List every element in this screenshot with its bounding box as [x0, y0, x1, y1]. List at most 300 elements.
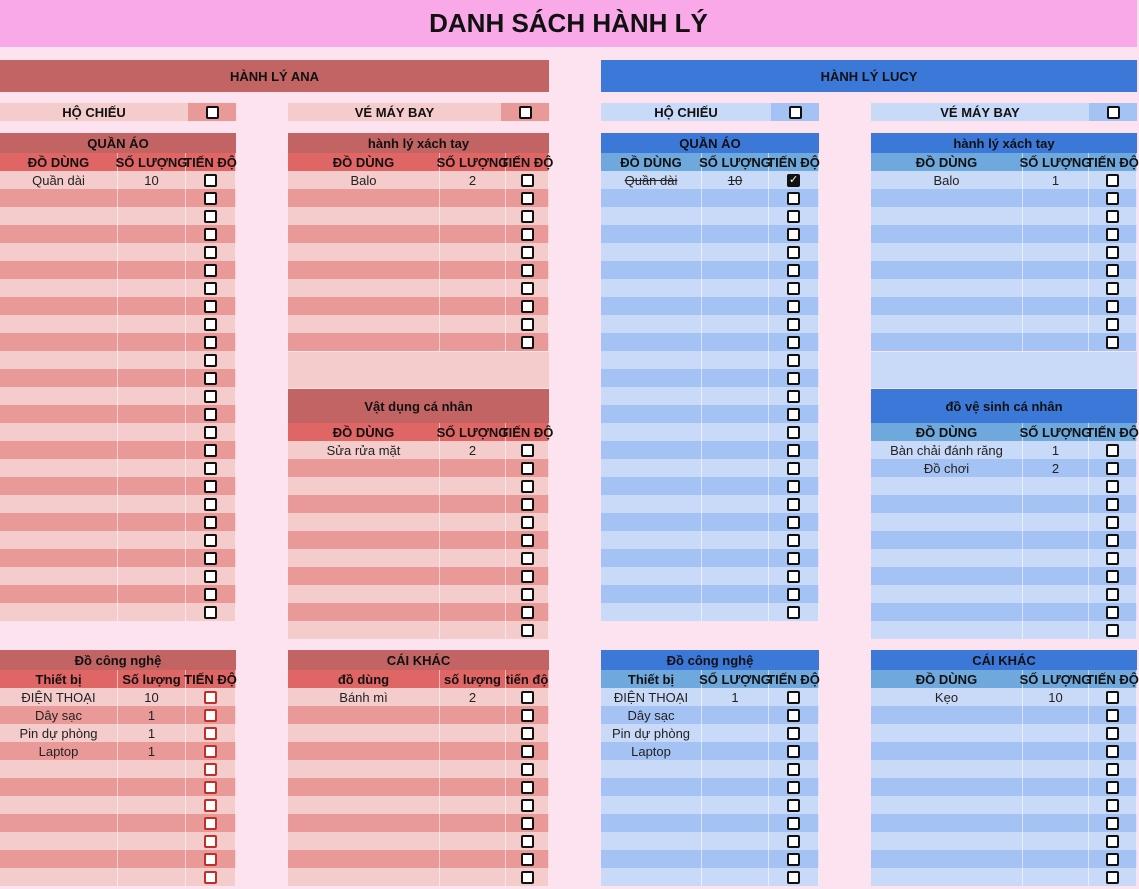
item-cell[interactable]: Laptop: [0, 742, 118, 760]
progress-cell[interactable]: [506, 868, 549, 886]
item-cell[interactable]: [0, 315, 118, 333]
progress-checkbox[interactable]: [1106, 246, 1119, 259]
progress-cell[interactable]: [506, 724, 549, 742]
qty-cell[interactable]: 2: [440, 441, 506, 459]
progress-checkbox[interactable]: [1106, 853, 1119, 866]
qty-cell[interactable]: 1: [702, 688, 769, 706]
progress-checkbox[interactable]: [204, 552, 217, 565]
progress-checkbox[interactable]: [787, 444, 800, 457]
qty-cell[interactable]: [702, 549, 769, 567]
progress-cell[interactable]: [769, 796, 819, 814]
progress-cell[interactable]: [769, 742, 819, 760]
progress-cell[interactable]: [769, 549, 819, 567]
item-cell[interactable]: [288, 724, 440, 742]
item-cell[interactable]: [871, 724, 1023, 742]
progress-checkbox[interactable]: [521, 727, 534, 740]
progress-cell[interactable]: [186, 868, 236, 886]
progress-cell[interactable]: [506, 567, 549, 585]
item-cell[interactable]: [288, 868, 440, 886]
item-cell[interactable]: [288, 531, 440, 549]
item-cell[interactable]: [288, 778, 440, 796]
item-cell[interactable]: [871, 261, 1023, 279]
qty-cell[interactable]: [118, 868, 186, 886]
progress-checkbox[interactable]: [204, 408, 217, 421]
qty-cell[interactable]: [702, 297, 769, 315]
lucy-ticket-checkbox[interactable]: [1107, 106, 1120, 119]
qty-cell[interactable]: [440, 706, 506, 724]
item-cell[interactable]: [288, 850, 440, 868]
progress-checkbox[interactable]: [521, 835, 534, 848]
progress-checkbox[interactable]: [1106, 282, 1119, 295]
progress-cell[interactable]: [1089, 333, 1137, 351]
progress-cell[interactable]: [186, 459, 236, 477]
item-cell[interactable]: [601, 567, 702, 585]
item-cell[interactable]: [601, 796, 702, 814]
item-cell[interactable]: [601, 423, 702, 441]
qty-cell[interactable]: [118, 315, 186, 333]
qty-cell[interactable]: [440, 868, 506, 886]
progress-cell[interactable]: [769, 243, 819, 261]
progress-cell[interactable]: [506, 832, 549, 850]
progress-cell[interactable]: [506, 459, 549, 477]
progress-cell[interactable]: [1089, 850, 1137, 868]
progress-cell[interactable]: [1089, 585, 1137, 603]
progress-cell[interactable]: [1089, 279, 1137, 297]
progress-cell[interactable]: [506, 742, 549, 760]
progress-checkbox[interactable]: [204, 390, 217, 403]
progress-checkbox[interactable]: [1106, 498, 1119, 511]
item-cell[interactable]: [0, 549, 118, 567]
progress-checkbox[interactable]: [521, 318, 534, 331]
qty-cell[interactable]: [118, 832, 186, 850]
progress-checkbox[interactable]: [787, 727, 800, 740]
progress-cell[interactable]: [769, 724, 819, 742]
progress-cell[interactable]: [186, 706, 236, 724]
qty-cell[interactable]: [702, 225, 769, 243]
progress-cell[interactable]: [1089, 207, 1137, 225]
item-cell[interactable]: [0, 567, 118, 585]
item-cell[interactable]: [871, 297, 1023, 315]
ana-passport-checkbox-cell[interactable]: [188, 103, 236, 121]
progress-cell[interactable]: [769, 706, 819, 724]
qty-cell[interactable]: 2: [1023, 459, 1089, 477]
item-cell[interactable]: [0, 850, 118, 868]
item-cell[interactable]: [0, 333, 118, 351]
qty-cell[interactable]: [1023, 333, 1089, 351]
qty-cell[interactable]: [118, 814, 186, 832]
progress-checkbox[interactable]: [204, 372, 217, 385]
item-cell[interactable]: [0, 868, 118, 886]
progress-checkbox[interactable]: [204, 498, 217, 511]
item-cell[interactable]: [601, 549, 702, 567]
progress-checkbox[interactable]: [1106, 727, 1119, 740]
qty-cell[interactable]: [118, 567, 186, 585]
progress-checkbox[interactable]: [787, 763, 800, 776]
progress-cell[interactable]: [1089, 778, 1137, 796]
qty-cell[interactable]: [440, 567, 506, 585]
progress-cell[interactable]: [506, 297, 549, 315]
progress-cell[interactable]: [1089, 225, 1137, 243]
progress-checkbox[interactable]: [787, 480, 800, 493]
qty-cell[interactable]: [440, 850, 506, 868]
qty-cell[interactable]: [118, 261, 186, 279]
progress-checkbox[interactable]: [787, 534, 800, 547]
progress-checkbox[interactable]: [204, 817, 217, 830]
progress-checkbox[interactable]: [204, 192, 217, 205]
qty-cell[interactable]: [118, 796, 186, 814]
progress-checkbox[interactable]: [787, 709, 800, 722]
progress-cell[interactable]: [506, 477, 549, 495]
progress-cell[interactable]: [1089, 688, 1137, 706]
progress-cell[interactable]: [506, 441, 549, 459]
progress-checkbox[interactable]: [521, 853, 534, 866]
progress-cell[interactable]: [186, 351, 236, 369]
qty-cell[interactable]: [1023, 189, 1089, 207]
qty-cell[interactable]: [1023, 832, 1089, 850]
progress-cell[interactable]: [186, 814, 236, 832]
qty-cell[interactable]: [440, 243, 506, 261]
progress-checkbox[interactable]: [521, 462, 534, 475]
progress-checkbox[interactable]: [521, 210, 534, 223]
progress-cell[interactable]: [1089, 814, 1137, 832]
progress-checkbox[interactable]: [204, 246, 217, 259]
progress-checkbox[interactable]: [521, 264, 534, 277]
progress-cell[interactable]: [769, 760, 819, 778]
qty-cell[interactable]: [702, 423, 769, 441]
lucy-ticket-checkbox-cell[interactable]: [1089, 103, 1137, 121]
progress-checkbox[interactable]: [521, 606, 534, 619]
qty-cell[interactable]: [1023, 315, 1089, 333]
qty-cell[interactable]: [440, 832, 506, 850]
qty-cell[interactable]: [702, 477, 769, 495]
item-cell[interactable]: [601, 850, 702, 868]
progress-cell[interactable]: [506, 688, 549, 706]
progress-cell[interactable]: [186, 549, 236, 567]
item-cell[interactable]: [0, 832, 118, 850]
progress-checkbox[interactable]: [204, 871, 217, 884]
item-cell[interactable]: Laptop: [601, 742, 702, 760]
item-cell[interactable]: [288, 603, 440, 621]
progress-checkbox[interactable]: [1106, 799, 1119, 812]
qty-cell[interactable]: [440, 549, 506, 567]
progress-checkbox[interactable]: [787, 498, 800, 511]
progress-checkbox[interactable]: [521, 336, 534, 349]
progress-cell[interactable]: [506, 796, 549, 814]
progress-cell[interactable]: [769, 207, 819, 225]
item-cell[interactable]: [0, 297, 118, 315]
progress-checkbox[interactable]: [204, 799, 217, 812]
item-cell[interactable]: [0, 207, 118, 225]
progress-checkbox[interactable]: [521, 300, 534, 313]
progress-checkbox[interactable]: [1106, 174, 1119, 187]
item-cell[interactable]: [601, 513, 702, 531]
progress-checkbox[interactable]: [787, 372, 800, 385]
qty-cell[interactable]: 10: [702, 171, 769, 189]
qty-cell[interactable]: [702, 333, 769, 351]
item-cell[interactable]: [871, 868, 1023, 886]
progress-checkbox[interactable]: [204, 691, 217, 704]
progress-checkbox[interactable]: [787, 210, 800, 223]
qty-cell[interactable]: 2: [440, 171, 506, 189]
qty-cell[interactable]: [702, 796, 769, 814]
progress-cell[interactable]: [506, 850, 549, 868]
item-cell[interactable]: [288, 189, 440, 207]
progress-checkbox[interactable]: [1106, 480, 1119, 493]
progress-cell[interactable]: [506, 603, 549, 621]
qty-cell[interactable]: [1023, 531, 1089, 549]
progress-checkbox[interactable]: [204, 426, 217, 439]
item-cell[interactable]: [0, 603, 118, 621]
progress-cell[interactable]: [769, 531, 819, 549]
progress-cell[interactable]: [1089, 261, 1137, 279]
progress-checkbox[interactable]: [787, 552, 800, 565]
item-cell[interactable]: [601, 778, 702, 796]
progress-checkbox[interactable]: [204, 570, 217, 583]
item-cell[interactable]: [601, 189, 702, 207]
progress-cell[interactable]: [1089, 315, 1137, 333]
item-cell[interactable]: [288, 279, 440, 297]
progress-cell[interactable]: [186, 441, 236, 459]
progress-checkbox[interactable]: [1106, 210, 1119, 223]
qty-cell[interactable]: [440, 724, 506, 742]
ana-ticket-checkbox-cell[interactable]: [501, 103, 549, 121]
qty-cell[interactable]: [702, 315, 769, 333]
progress-checkbox[interactable]: [521, 498, 534, 511]
progress-cell[interactable]: [769, 567, 819, 585]
item-cell[interactable]: [0, 814, 118, 832]
qty-cell[interactable]: [118, 477, 186, 495]
qty-cell[interactable]: [440, 477, 506, 495]
item-cell[interactable]: [871, 585, 1023, 603]
progress-cell[interactable]: [186, 724, 236, 742]
qty-cell[interactable]: [1023, 567, 1089, 585]
progress-cell[interactable]: [769, 495, 819, 513]
item-cell[interactable]: [288, 495, 440, 513]
item-cell[interactable]: [0, 351, 118, 369]
progress-cell[interactable]: [186, 333, 236, 351]
item-cell[interactable]: [0, 778, 118, 796]
progress-checkbox[interactable]: [521, 192, 534, 205]
item-cell[interactable]: [0, 441, 118, 459]
progress-checkbox[interactable]: [204, 727, 217, 740]
qty-cell[interactable]: [702, 567, 769, 585]
progress-checkbox[interactable]: [787, 781, 800, 794]
progress-checkbox[interactable]: [521, 799, 534, 812]
progress-checkbox[interactable]: [204, 354, 217, 367]
item-cell[interactable]: [0, 279, 118, 297]
progress-cell[interactable]: [186, 688, 236, 706]
progress-checkbox[interactable]: [1106, 336, 1119, 349]
progress-checkbox[interactable]: [1106, 462, 1119, 475]
qty-cell[interactable]: [1023, 243, 1089, 261]
progress-cell[interactable]: [186, 207, 236, 225]
progress-checkbox[interactable]: [787, 354, 800, 367]
progress-checkbox[interactable]: [521, 691, 534, 704]
item-cell[interactable]: [601, 261, 702, 279]
progress-checkbox[interactable]: [1106, 192, 1119, 205]
progress-checkbox[interactable]: [204, 745, 217, 758]
qty-cell[interactable]: [118, 405, 186, 423]
item-cell[interactable]: [871, 495, 1023, 513]
progress-checkbox[interactable]: [1106, 624, 1119, 637]
progress-cell[interactable]: [769, 297, 819, 315]
progress-checkbox[interactable]: [204, 534, 217, 547]
item-cell[interactable]: [601, 225, 702, 243]
progress-cell[interactable]: [186, 850, 236, 868]
qty-cell[interactable]: [1023, 585, 1089, 603]
progress-checkbox[interactable]: [787, 228, 800, 241]
item-cell[interactable]: Balo: [288, 171, 440, 189]
qty-cell[interactable]: [118, 441, 186, 459]
qty-cell[interactable]: [118, 778, 186, 796]
item-cell[interactable]: [288, 814, 440, 832]
item-cell[interactable]: [601, 603, 702, 621]
progress-cell[interactable]: [186, 225, 236, 243]
qty-cell[interactable]: [702, 261, 769, 279]
progress-checkbox[interactable]: [787, 853, 800, 866]
progress-checkbox[interactable]: [521, 781, 534, 794]
qty-cell[interactable]: [118, 387, 186, 405]
progress-cell[interactable]: [506, 778, 549, 796]
item-cell[interactable]: [0, 369, 118, 387]
progress-checkbox[interactable]: [787, 408, 800, 421]
progress-cell[interactable]: [186, 243, 236, 261]
progress-checkbox[interactable]: [787, 300, 800, 313]
progress-cell[interactable]: [769, 171, 819, 189]
progress-cell[interactable]: [769, 387, 819, 405]
progress-checkbox[interactable]: [787, 745, 800, 758]
item-cell[interactable]: [288, 459, 440, 477]
progress-cell[interactable]: [186, 189, 236, 207]
progress-cell[interactable]: [186, 531, 236, 549]
qty-cell[interactable]: [1023, 261, 1089, 279]
qty-cell[interactable]: [440, 315, 506, 333]
qty-cell[interactable]: [702, 742, 769, 760]
qty-cell[interactable]: [440, 297, 506, 315]
progress-checkbox[interactable]: [204, 336, 217, 349]
qty-cell[interactable]: [118, 351, 186, 369]
qty-cell[interactable]: [1023, 796, 1089, 814]
progress-cell[interactable]: [1089, 495, 1137, 513]
qty-cell[interactable]: [1023, 778, 1089, 796]
qty-cell[interactable]: [702, 459, 769, 477]
item-cell[interactable]: Kẹo: [871, 688, 1023, 706]
qty-cell[interactable]: [440, 459, 506, 477]
progress-checkbox[interactable]: [521, 480, 534, 493]
progress-checkbox[interactable]: [521, 516, 534, 529]
progress-cell[interactable]: [1089, 832, 1137, 850]
qty-cell[interactable]: [702, 724, 769, 742]
progress-checkbox[interactable]: [204, 210, 217, 223]
item-cell[interactable]: [288, 796, 440, 814]
progress-cell[interactable]: [769, 850, 819, 868]
progress-cell[interactable]: [506, 549, 549, 567]
progress-cell[interactable]: [769, 477, 819, 495]
qty-cell[interactable]: [1023, 621, 1089, 639]
progress-checkbox[interactable]: [1106, 745, 1119, 758]
qty-cell[interactable]: [118, 495, 186, 513]
qty-cell[interactable]: 10: [118, 688, 186, 706]
progress-checkbox[interactable]: [204, 444, 217, 457]
qty-cell[interactable]: [702, 868, 769, 886]
progress-checkbox[interactable]: [1106, 534, 1119, 547]
item-cell[interactable]: [601, 477, 702, 495]
progress-checkbox[interactable]: [1106, 691, 1119, 704]
progress-cell[interactable]: [506, 621, 549, 639]
qty-cell[interactable]: [440, 621, 506, 639]
item-cell[interactable]: [871, 567, 1023, 585]
qty-cell[interactable]: [1023, 279, 1089, 297]
progress-checkbox[interactable]: [1106, 318, 1119, 331]
item-cell[interactable]: [0, 405, 118, 423]
qty-cell[interactable]: [1023, 603, 1089, 621]
progress-checkbox[interactable]: [787, 264, 800, 277]
item-cell[interactable]: [288, 513, 440, 531]
item-cell[interactable]: [601, 585, 702, 603]
qty-cell[interactable]: [440, 585, 506, 603]
item-cell[interactable]: Dây sạc: [0, 706, 118, 724]
progress-checkbox[interactable]: [204, 709, 217, 722]
progress-cell[interactable]: [506, 513, 549, 531]
qty-cell[interactable]: [440, 603, 506, 621]
progress-checkbox[interactable]: [787, 570, 800, 583]
progress-cell[interactable]: [769, 279, 819, 297]
progress-checkbox[interactable]: [521, 624, 534, 637]
progress-checkbox[interactable]: [1106, 228, 1119, 241]
qty-cell[interactable]: [1023, 742, 1089, 760]
qty-cell[interactable]: [118, 603, 186, 621]
progress-cell[interactable]: [186, 585, 236, 603]
qty-cell[interactable]: [440, 279, 506, 297]
progress-checkbox[interactable]: [787, 516, 800, 529]
item-cell[interactable]: [601, 531, 702, 549]
qty-cell[interactable]: [440, 531, 506, 549]
progress-checkbox[interactable]: [521, 174, 534, 187]
progress-checkbox[interactable]: [521, 228, 534, 241]
qty-cell[interactable]: 1: [118, 706, 186, 724]
qty-cell[interactable]: [702, 513, 769, 531]
item-cell[interactable]: [871, 315, 1023, 333]
progress-cell[interactable]: [769, 459, 819, 477]
item-cell[interactable]: [871, 742, 1023, 760]
qty-cell[interactable]: [702, 531, 769, 549]
qty-cell[interactable]: [1023, 495, 1089, 513]
qty-cell[interactable]: [440, 778, 506, 796]
item-cell[interactable]: [871, 243, 1023, 261]
progress-checkbox[interactable]: [204, 853, 217, 866]
item-cell[interactable]: [601, 760, 702, 778]
qty-cell[interactable]: [118, 459, 186, 477]
item-cell[interactable]: [0, 387, 118, 405]
item-cell[interactable]: [871, 207, 1023, 225]
progress-cell[interactable]: [506, 171, 549, 189]
progress-cell[interactable]: [506, 585, 549, 603]
progress-cell[interactable]: [769, 189, 819, 207]
progress-checkbox[interactable]: [1106, 835, 1119, 848]
item-cell[interactable]: [601, 832, 702, 850]
item-cell[interactable]: [871, 531, 1023, 549]
progress-cell[interactable]: [1089, 567, 1137, 585]
progress-checkbox[interactable]: [787, 282, 800, 295]
progress-checkbox[interactable]: [204, 480, 217, 493]
qty-cell[interactable]: [118, 760, 186, 778]
progress-cell[interactable]: [186, 171, 236, 189]
progress-checkbox[interactable]: [204, 516, 217, 529]
qty-cell[interactable]: [702, 760, 769, 778]
item-cell[interactable]: [601, 297, 702, 315]
progress-checkbox[interactable]: [521, 817, 534, 830]
progress-cell[interactable]: [769, 513, 819, 531]
